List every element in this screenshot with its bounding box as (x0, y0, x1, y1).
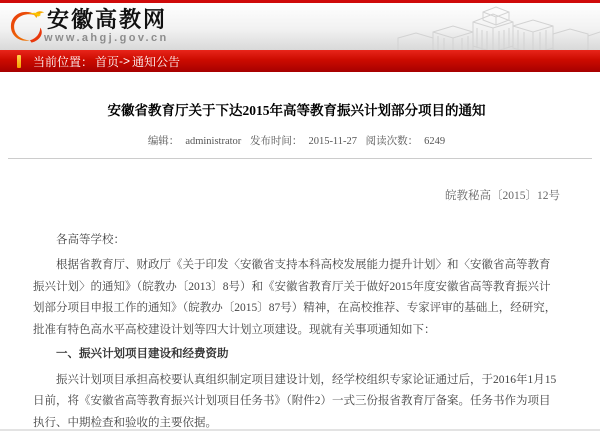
article-content (0, 101, 600, 431)
meta-publish-value: 2015-11-27 (308, 136, 358, 147)
meta-editor-label: 编辑： (147, 136, 180, 147)
site-url: www.ahgj.gov.cn (44, 32, 169, 44)
doc-number: 皖教秘高〔2015〕12号 (445, 190, 560, 202)
meta-editor-value: administrator (185, 136, 242, 147)
divider-line (8, 158, 592, 159)
phoenix-logo-icon (7, 7, 45, 45)
paragraph: 振兴计划项目承担高校要认真组织制定项目建设计划，经学校组织专家论证通过后，于2016年1月15日前，将《安徽省高等教育振兴计划项目任务书》（附件2）一式三份报省教育厅备案。任务书作为项目执行、中期检查和验收的主要依据。 (33, 373, 557, 429)
breadcrumb-bar (0, 50, 600, 72)
meta-views-value: 6249 (424, 136, 446, 147)
logo-text (44, 7, 169, 44)
section-heading: 一、振兴计划项目建设和经费资助 (56, 348, 229, 360)
breadcrumb-arrow: -> (119, 54, 131, 68)
addressee: 各高等学校： (56, 233, 125, 246)
breadcrumb-label: 当前位置： (33, 54, 94, 69)
site-logo[interactable] (7, 7, 169, 45)
meta-publish-label: 发布时间： (249, 136, 303, 147)
article-meta (33, 134, 560, 149)
meta-views-label: 阅读次数： (365, 136, 419, 147)
site-name: 安徽高教网 (47, 7, 168, 32)
breadcrumb-current-link[interactable]: 通知公告 (132, 54, 181, 69)
building-artwork-icon (378, 4, 600, 50)
site-header (0, 3, 600, 50)
article-title: 安徽省教育厅关于下达2015年高等教育振兴计划部分项目的通知 (107, 103, 486, 118)
yellow-marker-icon (17, 55, 21, 68)
breadcrumb-home-link[interactable]: 首页 (95, 54, 120, 69)
paragraph: 根据省教育厅、财政厅《关于印发〈安徽省支持本科高校发展能力提升计划〉和〈安徽省高等教育振兴计划〉的通知》（皖教办〔2013〕8号）和《安徽省教育厅关于做好2015年度安徽省高等教育振兴计划部分项目申报工作的通知》（皖教办〔2015〕87号）精神，在高校推荐、专家评审的基础上，经研究，批准有特色高水平高校建设计划等四大计划立项建设。现就有关事项通知如下： (33, 259, 557, 336)
